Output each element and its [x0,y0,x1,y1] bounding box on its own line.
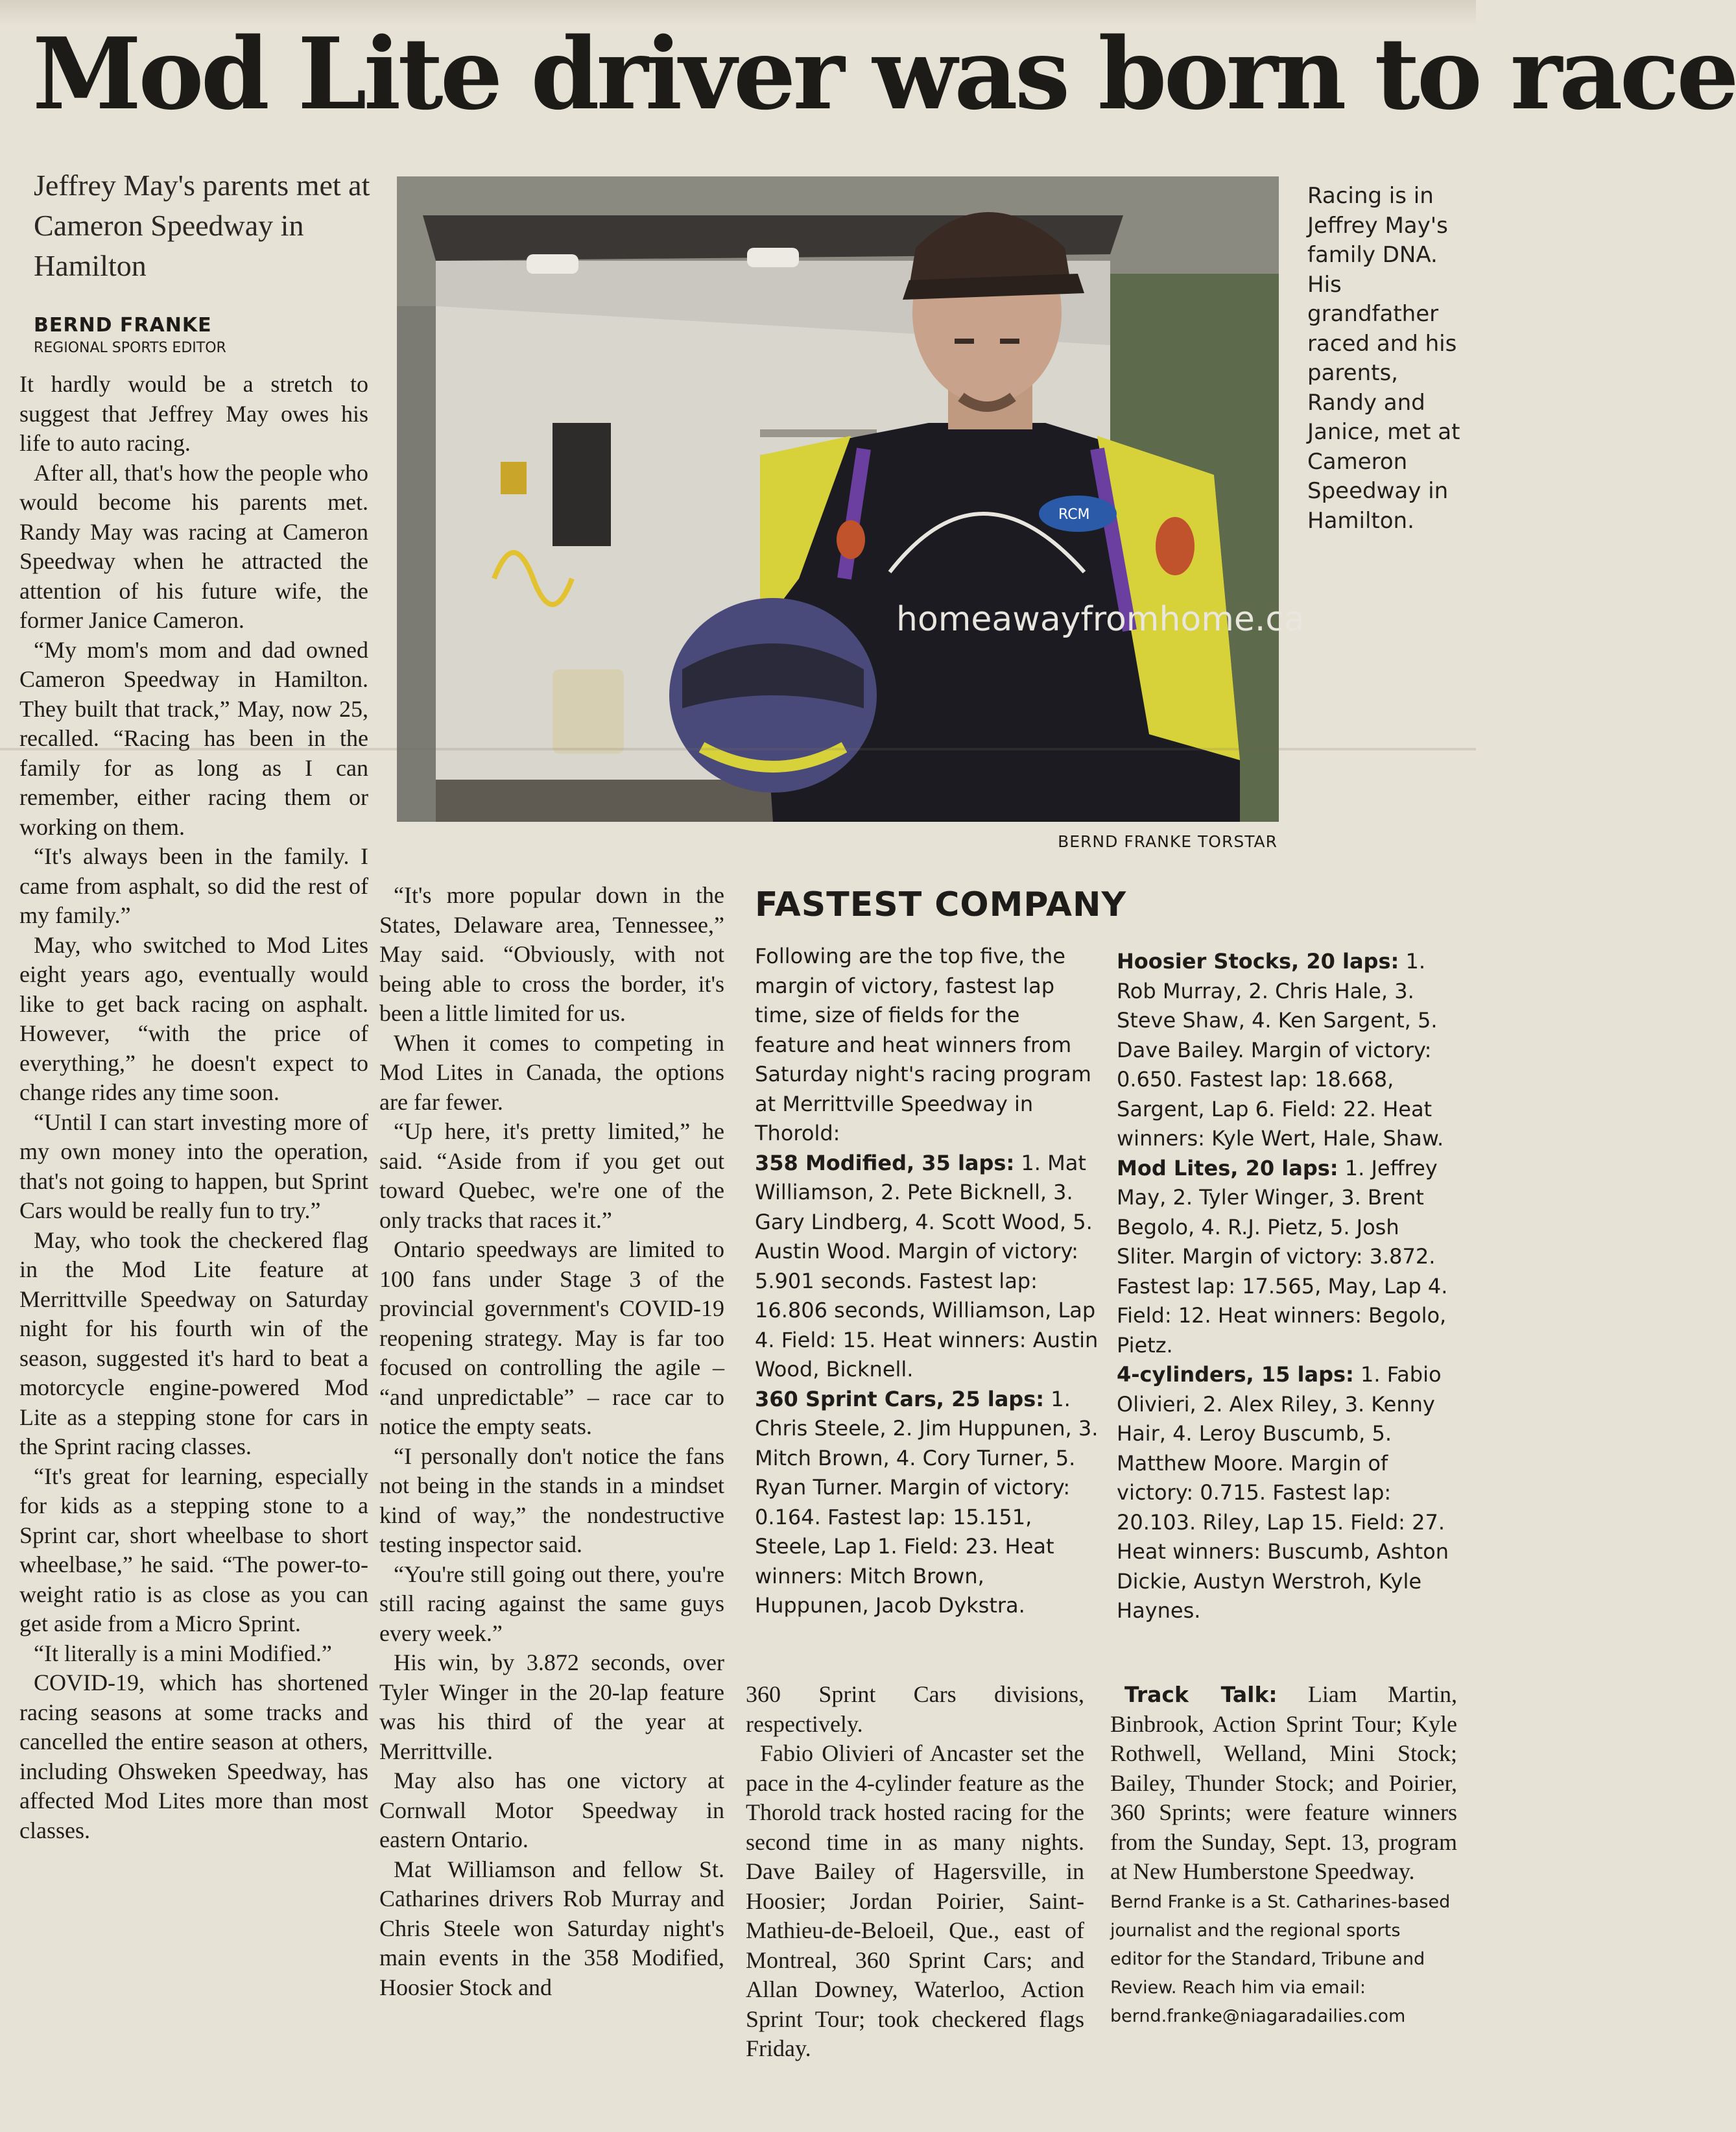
results-entry [1117,1154,1464,1361]
results-text: 1. Rob Murray, 2. Chris Hale, 3. Steve Shaw, 4. Ken Sargent, 5. Dave Bailey. Margin of victory: 0.650. Fastest lap: 18.668, Sargent, Lap 6. Field: 22. Heat winners: Kyle Wert, Hale, Shaw. [1117,949,1444,1151]
paragraph: May also has one victory at Cornwall Motor Speedway in eastern Ontario. [379,1767,724,1852]
results-text: 1. Jeffrey May, 2. Tyler Winger, 3. Brent Begolo, 4. R.J. Pietz, 5. Josh Sliter. Margin of victory: 3.872. Fastest lap: 17.565, May, Lap 4. Field: 12. Heat winners: Begolo, Pietz. [1117,1155,1448,1358]
sidebar-column-2 [1117,947,1464,1626]
paragraph: “It's great for learning, especially for kids as a stepping stone to a Sprint car, short wheelbase to short wheelbase,” he said. “The power-to-weight ratio is as close as you can get aside from a Micro Sprint. [19,1463,368,1636]
results-label: 360 Sprint Cars, 25 laps: [755,1386,1045,1411]
sidebar-title: FASTEST COMPANY [755,885,1127,924]
results-entry [1117,947,1464,1154]
headline: Mod Lite driver was born to race [32,16,1736,132]
deck: Jeffrey May's parents met at Cameron Speedway in Hamilton [34,169,370,282]
paragraph: COVID-19, which has shortened racing seasons at some tracks and cancelled the entire season at others, including Ohsweken Speedway, has affected Mod Lites more than most classes. [19,1670,368,1843]
results-label: Mod Lites, 20 laps: [1117,1155,1338,1180]
driver-photo [397,176,1305,822]
paragraph: “It's more popular down in the States, Delaware area, Tennessee,” May said. “Obviously, with not being able to cross the border, it's been a little limited for us. [379,882,724,1026]
paragraph: “My mom's mom and dad owned Cameron Speedway in Hamilton. They built that track,” May, now 25, recalled. “Racing has been in the family for as long as I can remember, either racing them or working on them. [19,636,368,840]
suit-badge: RCM [1058,507,1090,523]
results-text: 1. Fabio Olivieri, 2. Alex Riley, 3. Kenny Hair, 4. Leroy Buscumb, 5. Matthew Moore. Margin of victory: 0.715. Fastest lap: 20.103. Riley, Lap 15. Field: 27. Heat winners: Buscumb, Ashton Dickie, Austyn Werstroh, Kyle Haynes. [1117,1362,1449,1623]
article-column-1 [19,370,368,1845]
track-talk [1110,1680,1457,1887]
article-column-2 [379,881,724,2002]
paragraph: “Until I can start investing more of my own money into the operation, that's not going to happen, but Sprint Cars would be really fun to try.” [19,1108,368,1223]
article-column-3 [746,1680,1084,2064]
results-label: 358 Modified, 35 laps: [755,1150,1015,1175]
paragraph: “You're still going out there, you're still racing against the same guys every week.” [379,1561,724,1646]
results-label: 4-cylinders, 15 laps: [1117,1362,1354,1387]
results-text: 1. Mat Williamson, 2. Pete Bicknell, 3. Gary Lindberg, 4. Scott Wood, 5. Austin Wood. Margin of victory: 5.901 seconds. Fastest lap: 16.806 seconds, Williamson, Lap 4. Field: 15. Heat winners: Austin Wood, Bicknell. [755,1150,1099,1382]
paragraph: His win, by 3.872 seconds, over Tyler Winger in the 20-lap feature was his third of the year at Merrittville. [379,1649,724,1764]
results-entry [755,1149,1099,1385]
track-talk-text: Liam Martin, Binbrook, Action Sprint Tour; Kyle Rothwell, Welland, Mini Stock; Bailey, Thunder Stock; and Poirier, 360 Sprints; were feature winners from the Sunday, Sept. 13, program at New Humberstone Speedway. [1110,1681,1458,1884]
photo-credit: BERND FRANKE TORSTAR [1058,832,1278,851]
paragraph: Mat Williamson and fellow St. Catharines drivers Rob Murray and Chris Steele won Saturday night's main events in the 358 Modified, Hoosier Stock and [379,1856,724,2000]
paragraph: May, who switched to Mod Lites eight years ago, eventually would like to get back racing on asphalt. However, “with the price of everything,” he doesn't expect to change rides any time soon. [19,931,368,1105]
sidebar-column-1 [755,942,1099,1621]
byline-name: BERND FRANKE [34,314,212,337]
paragraph: After all, that's how the people who would become his parents met. Randy May was racing at Cameron Speedway when he attracted the attention of his future wife, the former Janice Cameron. [19,459,368,633]
paragraph: “It's always been in the family. I came from asphalt, so did the rest of my family.” [19,843,368,928]
suit-text: homeawayfromhome.ca [896,600,1305,639]
photo-illustration [397,176,1305,822]
article-column-4 [1110,1680,1457,2031]
results-label: Hoosier Stocks, 20 laps: [1117,949,1399,974]
author-tagline: Bernd Franke is a St. Catharines-based journalist and the regional sports editor for the Standard, Tribune and Review. Reach him via email: bernd.franke@niagaradailies.com [1110,1891,1451,2026]
paragraph: “I personally don't notice the fans not being in the stands in a mindset kind of way,” the nondestructive testing inspector said. [379,1443,724,1557]
photo-caption: Racing is in Jeffrey May's family DNA. His grandfather raced and his parents, Randy and Janice, met at Cameron Speedway in Hamilton. [1307,183,1460,534]
byline-title: REGIONAL SPORTS EDITOR [34,340,226,356]
results-entry [1117,1360,1464,1626]
paragraph: Fabio Olivieri of Ancaster set the pace in the 4-cylinder feature as the Thorold track hosted racing for the second time in as many nights. Dave Bailey of Hagersville, in Hoosier; Jordan Poirier, Saint-Mathieu-de-Beloeil, Que., east of Montreal, 360 Sprint Cars; and Allan Downey, Waterloo, Action Sprint Tour; took checkered flags Friday. [746,1740,1084,2061]
sidebar-intro: Following are the top five, the margin of victory, fastest lap time, size of fields for the feature and heat winners from Saturday night's racing program at Merrittville Speedway in Thorold: [755,944,1091,1145]
paragraph: When it comes to competing in Mod Lites in Canada, the options are far fewer. [379,1029,724,1115]
paragraph: It hardly would be a stretch to suggest that Jeffrey May owes his life to auto racing. [19,371,368,456]
paragraph: May, who took the checkered flag in the Mod Lite feature at Merrittville Speedway on Saturday night for his fourth win of the season, suggested it's hard to beat a motorcycle engine-powered Mod Lite as a stepping stone for cars in the Sprint racing classes. [19,1227,368,1459]
results-text: 1. Chris Steele, 2. Jim Huppunen, 3. Mitch Brown, 4. Cory Turner, 5. Ryan Turner. Margin of victory: 0.164. Fastest lap: 15.151, Steele, Lap 1. Field: 23. Heat winners: Mitch Brown, Huppunen, Jacob Dykstra. [755,1386,1099,1618]
paragraph: “Up here, it's pretty limited,” he said. “Aside from if you get out toward Quebec, we're one of the only tracks that races it.” [379,1118,724,1233]
paragraph: “It literally is a mini Modified.” [34,1640,332,1666]
paragraph: Ontario speedways are limited to 100 fans under Stage 3 of the provincial government's COVID-19 reopening strategy. May is far too focused on controlling the agile – “and unpredictable” – race car to notice the empty seats. [379,1236,724,1439]
results-entry [755,1385,1099,1621]
paragraph: 360 Sprint Cars divisions, respectively. [746,1681,1084,1737]
fold-line [0,748,1476,750]
track-talk-label: Track Talk: [1124,1682,1278,1707]
